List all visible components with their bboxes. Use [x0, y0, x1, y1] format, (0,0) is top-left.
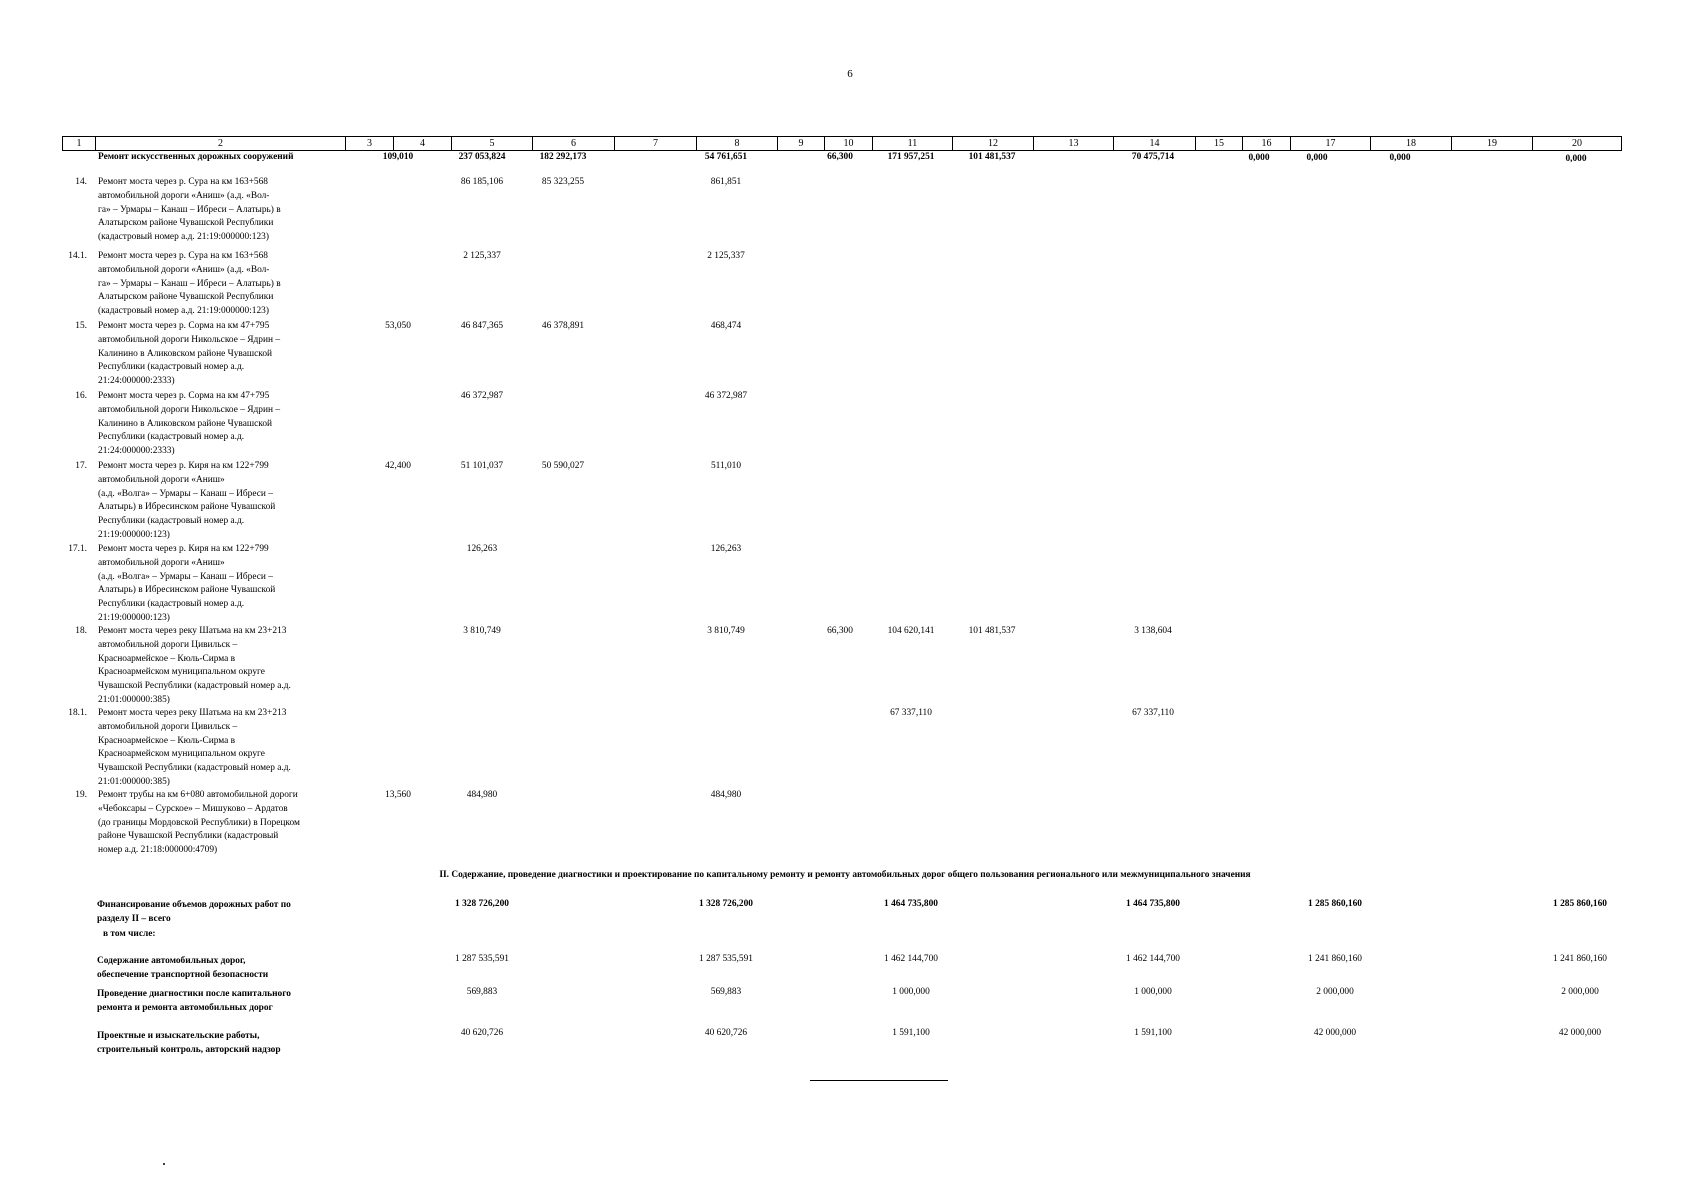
row-c5: 1 328 726,200 [455, 899, 509, 909]
row-number: 14. [75, 177, 87, 187]
header-col-6: 6 [532, 137, 614, 150]
subtotal-c5: 237 053,824 [458, 152, 506, 162]
in-that-number-label: в том числе: [103, 929, 156, 939]
row-c5: 40 620,726 [460, 1028, 504, 1038]
row-c14: 3 138,604 [1134, 626, 1172, 636]
row-c20: 2 000,000 [1561, 987, 1599, 997]
row-c5: 46 847,365 [460, 321, 504, 331]
row-c5: 569,883 [466, 987, 498, 997]
header-col-9: 9 [777, 137, 824, 150]
subtotal-c18: 0,000 [1389, 153, 1411, 163]
header-col-3: 3 [345, 137, 393, 150]
header-col-2: 2 [95, 137, 345, 150]
header-col-14: 14 [1113, 137, 1195, 150]
row-c4: 53,050 [385, 321, 411, 331]
row-c14: 67 337,110 [1132, 708, 1174, 718]
section-2-title: II. Содержание, проведение диагностики и проектирование по капитальному ремонту и ремонту автомобильных дорог общего пользования регионального или межмуниципального значения [439, 870, 1251, 880]
row-description: Ремонт моста через р. Сура на км 163+568 автомобильной дороги «Аниш» (а.д. «Вол- га» – Урмары – Канаш – Ибреси – Алатырь) в Алатырском районе Чувашской Республики (кадастровый номер а.д. 21:19:000000:123) [98, 251, 281, 317]
subtotal-c6: 182 292,173 [539, 152, 587, 162]
subtotal-c8: 54 761,651 [704, 152, 748, 162]
row-c8: 126,263 [710, 544, 742, 554]
subtotal-c10: 66,300 [827, 152, 853, 162]
row-c12: 101 481,537 [968, 626, 1016, 636]
row-number: 15. [75, 321, 87, 331]
header-col-12: 12 [952, 137, 1033, 150]
row-c20: 42 000,000 [1558, 1028, 1602, 1038]
header-col-10: 10 [824, 137, 872, 150]
row-c5: 484,980 [466, 790, 498, 800]
subtotal-label: Ремонт искусственных дорожных сооружений [98, 152, 294, 162]
subtotal-c4: 109,010 [382, 152, 414, 162]
row-number: 16. [75, 391, 87, 401]
row-c20: 1 285 860,160 [1553, 899, 1607, 909]
row-c8: 511,010 [710, 461, 742, 471]
row-description: Ремонт моста через реку Шатьма на км 23+213 автомобильной дороги Цивильск – Красноармейское – Кюль-Сирма в Красноармейском муниципальном округе Чувашской Республики (кадастровый номер а.д. 21:01:000000:385) [98, 708, 291, 787]
subtotal-c11: 171 957,251 [887, 152, 935, 162]
header-col-5: 5 [451, 137, 532, 150]
row-description: Ремонт моста через р. Сорма на км 47+795 автомобильной дороги Никольское – Ядрин – Калинино в Аликовском районе Чувашской Республики (кадастровый номер а.д. 21:24:000000:2333) [98, 391, 281, 457]
row-c17: 42 000,000 [1313, 1028, 1357, 1038]
row-c5: 1 287 535,591 [455, 954, 509, 964]
row-c5: 46 372,987 [460, 391, 504, 401]
row-description: Содержание автомобильных дорог, обеспечение транспортной безопасности [97, 956, 269, 980]
header-col-13: 13 [1033, 137, 1113, 150]
row-c6: 50 590,027 [541, 461, 585, 471]
row-c8: 2 125,337 [707, 251, 745, 261]
row-c14: 1 000,000 [1134, 987, 1172, 997]
row-c11: 1 464 735,800 [884, 899, 938, 909]
row-c8: 468,474 [710, 321, 742, 331]
row-number: 18. [75, 626, 87, 636]
row-description: Ремонт моста через р. Киря на км 122+799 автомобильной дороги «Аниш» (а.д. «Волга» – Урмары – Канаш – Ибреси – Алатырь) в Ибресинском районе Чувашской Республики (кадастровый номер а.д. 21:19:000000:123) [98, 544, 276, 623]
row-c11: 104 620,141 [887, 626, 935, 636]
row-c11: 1 462 144,700 [884, 954, 938, 964]
header-col-19: 19 [1451, 137, 1532, 150]
row-c17: 1 285 860,160 [1308, 899, 1362, 909]
row-c5: 3 810,749 [463, 626, 501, 636]
column-number-header [62, 136, 1622, 151]
header-col-15: 15 [1195, 137, 1242, 150]
row-c4: 42,400 [385, 461, 411, 471]
header-col-8: 8 [696, 137, 777, 150]
row-description: Финансирование объемов дорожных работ по разделу II – всего [97, 900, 291, 924]
row-c11: 1 000,000 [892, 987, 930, 997]
row-c8: 46 372,987 [704, 391, 748, 401]
header-col-16: 16 [1242, 137, 1290, 150]
row-description: Ремонт моста через р. Сура на км 163+568 автомобильной дороги «Аниш» (а.д. «Вол- га» – Урмары – Канаш – Ибреси – Алатырь) в Алатырском районе Чувашской Республики (кадастровый номер а.д. 21:19:000000:123) [98, 177, 281, 243]
header-col-11: 11 [872, 137, 952, 150]
row-c6: 46 378,891 [541, 321, 585, 331]
row-number: 19. [75, 790, 87, 800]
row-c8: 3 810,749 [707, 626, 745, 636]
row-c10: 66,300 [827, 626, 853, 636]
row-c11: 67 337,110 [890, 708, 932, 718]
row-c8: 1 328 726,200 [699, 899, 753, 909]
subtotal-c20: 0,000 [1565, 154, 1587, 164]
row-number: 18.1. [68, 708, 87, 718]
header-col-1: 1 [62, 137, 95, 150]
subtotal-c17: 0,000 [1306, 153, 1328, 163]
row-c8: 569,883 [710, 987, 742, 997]
row-c5: 126,263 [466, 544, 498, 554]
header-col-17: 17 [1290, 137, 1370, 150]
header-col-18: 18 [1370, 137, 1451, 150]
row-c11: 1 591,100 [892, 1028, 930, 1038]
row-c5: 2 125,337 [463, 251, 501, 261]
row-number: 17.1. [68, 544, 87, 554]
end-rule [810, 1080, 948, 1081]
row-c17: 1 241 860,160 [1308, 954, 1362, 964]
row-c4: 13,560 [385, 790, 411, 800]
row-c20: 1 241 860,160 [1553, 954, 1607, 964]
subtotal-c12: 101 481,537 [968, 152, 1016, 162]
header-col-7: 7 [614, 137, 696, 150]
row-description: Ремонт моста через р. Киря на км 122+799 автомобильной дороги «Аниш» (а.д. «Волга» – Урмары – Канаш – Ибреси – Алатырь) в Ибресинском районе Чувашской Республики (кадастровый номер а.д. 21:19:000000:123) [98, 461, 276, 540]
subtotal-c16: 0,000 [1248, 153, 1270, 163]
row-description: Ремонт трубы на км 6+080 автомобильной дороги «Чебоксары – Сурское» – Мишуково – Ардатов (до границы Мордовской Республики) в Порецком районе Чувашской Республики (кадастровый номер а.д. 21:18:000000:4709) [98, 790, 300, 856]
page-number: 6 [847, 68, 853, 80]
row-description: Ремонт моста через р. Сорма на км 47+795 автомобильной дороги Никольское – Ядрин – Калинино в Аликовском районе Чувашской Республики (кадастровый номер а.д. 21:24:000000:2333) [98, 321, 281, 387]
row-c14: 1 464 735,800 [1126, 899, 1180, 909]
row-c17: 2 000,000 [1316, 987, 1354, 997]
row-c8: 484,980 [710, 790, 742, 800]
row-description: Проведение диагностики после капитального ремонта и ремонта автомобильных дорог [97, 989, 291, 1013]
header-col-4: 4 [393, 137, 451, 150]
subtotal-c14: 70 475,714 [1131, 152, 1175, 162]
row-c14: 1 462 144,700 [1126, 954, 1180, 964]
row-number: 14.1. [68, 251, 87, 261]
row-c6: 85 323,255 [541, 177, 585, 187]
row-c8: 1 287 535,591 [699, 954, 753, 964]
row-c8: 861,851 [710, 177, 742, 187]
row-description: Ремонт моста через реку Шатьма на км 23+213 автомобильной дороги Цивильск – Красноармейское – Кюль-Сирма в Красноармейском муниципальном округе Чувашской Республики (кадастровый номер а.д. 21:01:000000:385) [98, 626, 291, 705]
row-number: 17. [75, 461, 87, 471]
row-c5: 51 101,037 [460, 461, 504, 471]
row-c5: 86 185,106 [460, 177, 504, 187]
row-description: Проектные и изыскательские работы, строительный контроль, авторский надзор [97, 1031, 281, 1055]
header-col-20: 20 [1532, 137, 1622, 150]
row-c8: 40 620,726 [704, 1028, 748, 1038]
stray-dot [163, 1163, 165, 1165]
row-c14: 1 591,100 [1134, 1028, 1172, 1038]
